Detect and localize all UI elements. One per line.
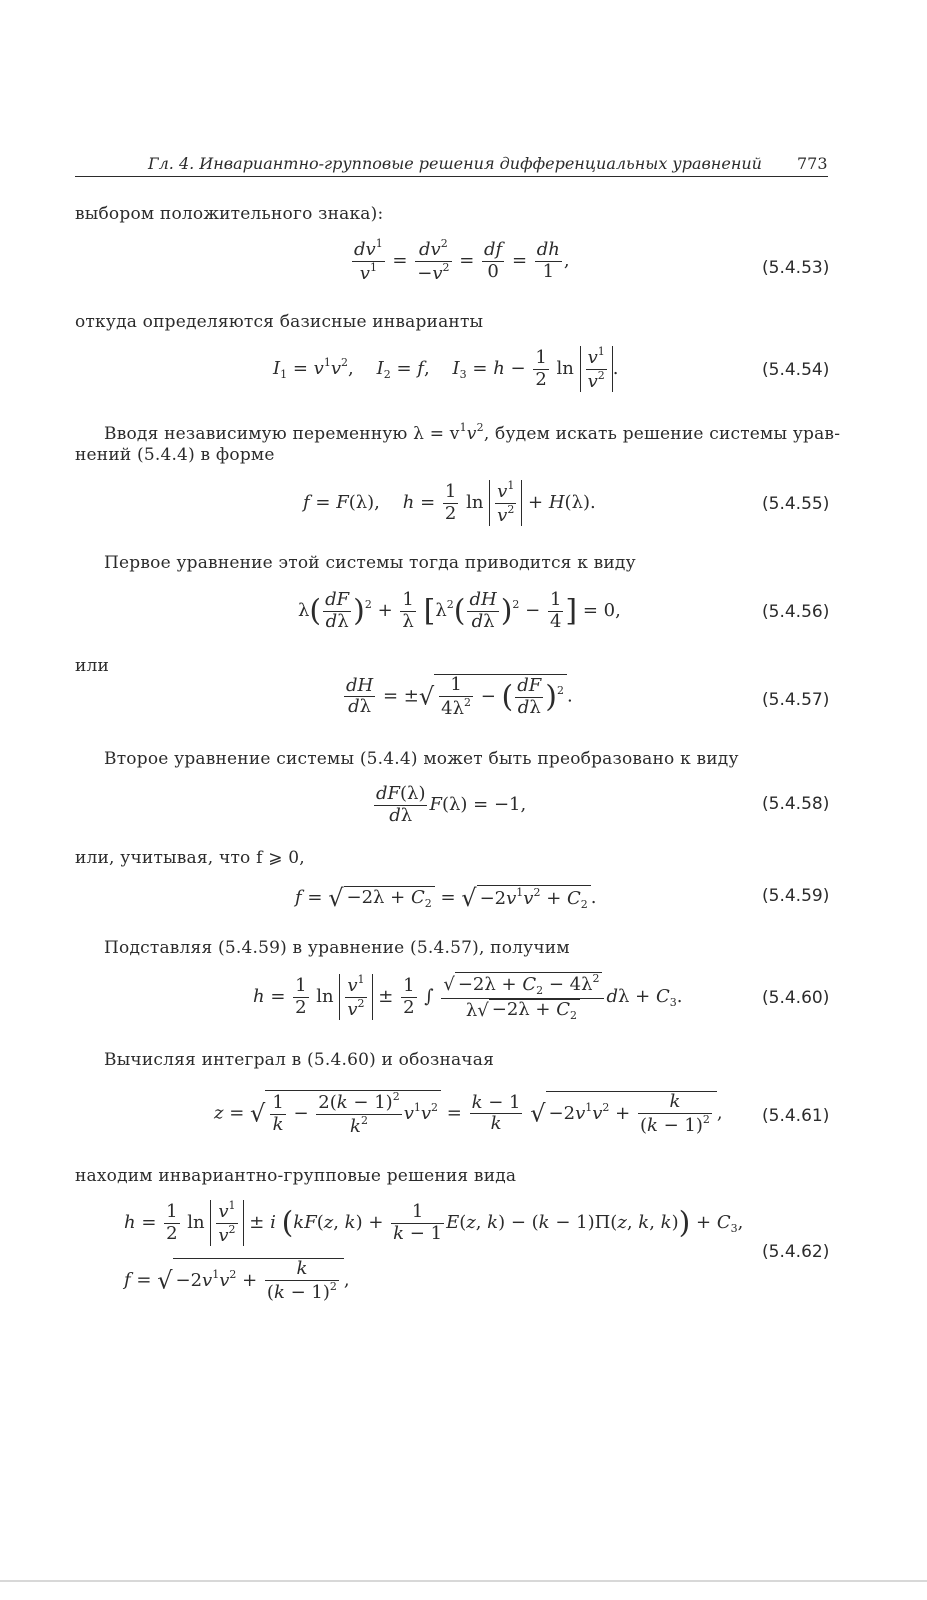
equation-5-4-59: f = √ $-2\lambda + C_2$ = √ $-2v^1v^2 + C_2$ .: [295, 884, 597, 912]
paragraph-6: Второе уравнение системы (5.4.4) может быть преобразовано к виду: [104, 749, 739, 769]
equation-5-4-55: f = F(λ), h = $\frac{1}{2}$ ln $\frac{v^1}{v^2}$ + H(λ).: [303, 479, 596, 526]
equation-5-4-58: $\frac{dF(\lambda)}{d\lambda}$ F(λ) = −1,: [376, 783, 527, 826]
equation-5-4-62-h: h = $\frac{1}{2}$ ln $\frac{v^1}{v^2}$ ± i (kF(z, k) + $\frac{1}{k - 1}$ E(z, k) − (k − 1)Π(z, k, $k)) + C_3$,: [124, 1199, 744, 1246]
equation-5-4-61: z = √ $\frac{1}{k}$ − $\frac{2(k - 1)^2}{k^2}$ $v^1v^2$ = $\frac{k - 1}{k}$ √ $-2v^1v^2$ + $\frac{k}{(k - 1)^2}$ ,: [214, 1090, 723, 1137]
paragraph-3-continued: нений (5.4.4) в форме: [75, 445, 275, 465]
equation-number: (5.4.53): [762, 258, 830, 278]
equation-number: (5.4.56): [762, 602, 830, 622]
equation-5-4-56: λ( $\frac{dF}{d\lambda}$ )$^2$ + $\frac{1}{\lambda}$ [$\lambda^2$( $\frac{dH}{d\lambda}$ )$^2$ − $\frac{1}{4}$ ] = 0,: [298, 589, 621, 632]
equation-number: (5.4.60): [762, 988, 830, 1008]
running-header-title: Гл. 4. Инвариантно-групповые решения дифференциальных уравнений: [148, 154, 762, 173]
equation-number: (5.4.57): [762, 690, 830, 710]
equation-5-4-62-f: f = √ $-2v^1v^2$ + $\frac{k}{(k - 1)^2}$ ,: [124, 1258, 350, 1303]
paragraph-3-part-a: Вводя независимую переменную λ = v: [104, 424, 460, 444]
paragraph-7: или, учитывая, что f ⩾ 0,: [75, 848, 305, 868]
equation-5-4-60: h = $\frac{1}{2}$ ln $\frac{v^1}{v^2}$ ± $\frac{1}{2}$ ∫ $\frac{√ -2\lambda + C_2 - 4\lambda^2}{\lambda√ -2\lambda + C_2}$ $d\lambda + C_3$.: [253, 972, 683, 1022]
page-number: 773: [797, 154, 828, 173]
equation-number: (5.4.59): [762, 886, 830, 906]
paragraph-9: Вычисляя интеграл в (5.4.60) и обозначая: [104, 1050, 495, 1070]
page-bottom-edge: [0, 1580, 927, 1582]
paragraph-1: выбором положительного знака):: [75, 204, 384, 224]
equation-5-4-53: $\frac{dv^1}{v^1}$ = $\frac{dv^2}{-v^2}$ = $\frac{df}{0}$ = $\frac{dh}{1}$ ,: [354, 237, 570, 284]
header-rule: [75, 176, 828, 177]
paragraph-2: откуда определяются базисные инварианты: [75, 312, 484, 332]
equation-5-4-57: $\frac{dH}{d\lambda}$ = ±√ $\frac{1}{4\lambda^2}$ − ( $\frac{dF}{d\lambda}$ )$^2$ .: [346, 674, 573, 719]
equation-5-4-54: $I_1 = v^1v^2$, $I_2 = f$, $I_3 = h$ − $\frac{1}{2}$ ln $\frac{v^1}{v^2}$ .: [273, 345, 619, 392]
paragraph-5: или: [75, 656, 110, 676]
equation-number: (5.4.58): [762, 794, 830, 814]
paragraph-3-part-b: , будем искать решение системы урав-: [483, 424, 841, 444]
paragraph-4: Первое уравнение этой системы тогда приводится к виду: [104, 553, 636, 573]
paragraph-10: находим инвариантно-групповые решения вида: [75, 1166, 517, 1186]
equation-number: (5.4.62): [762, 1242, 830, 1262]
equation-number: (5.4.54): [762, 360, 830, 380]
paragraph-3: Вводя независимую переменную $\lambda = v^1v^2$, будем искать решение системы урав-: [104, 421, 841, 444]
equation-number: (5.4.55): [762, 494, 830, 514]
paragraph-8: Подставляя (5.4.59) в уравнение (5.4.57), получим: [104, 938, 570, 958]
equation-number: (5.4.61): [762, 1106, 830, 1126]
